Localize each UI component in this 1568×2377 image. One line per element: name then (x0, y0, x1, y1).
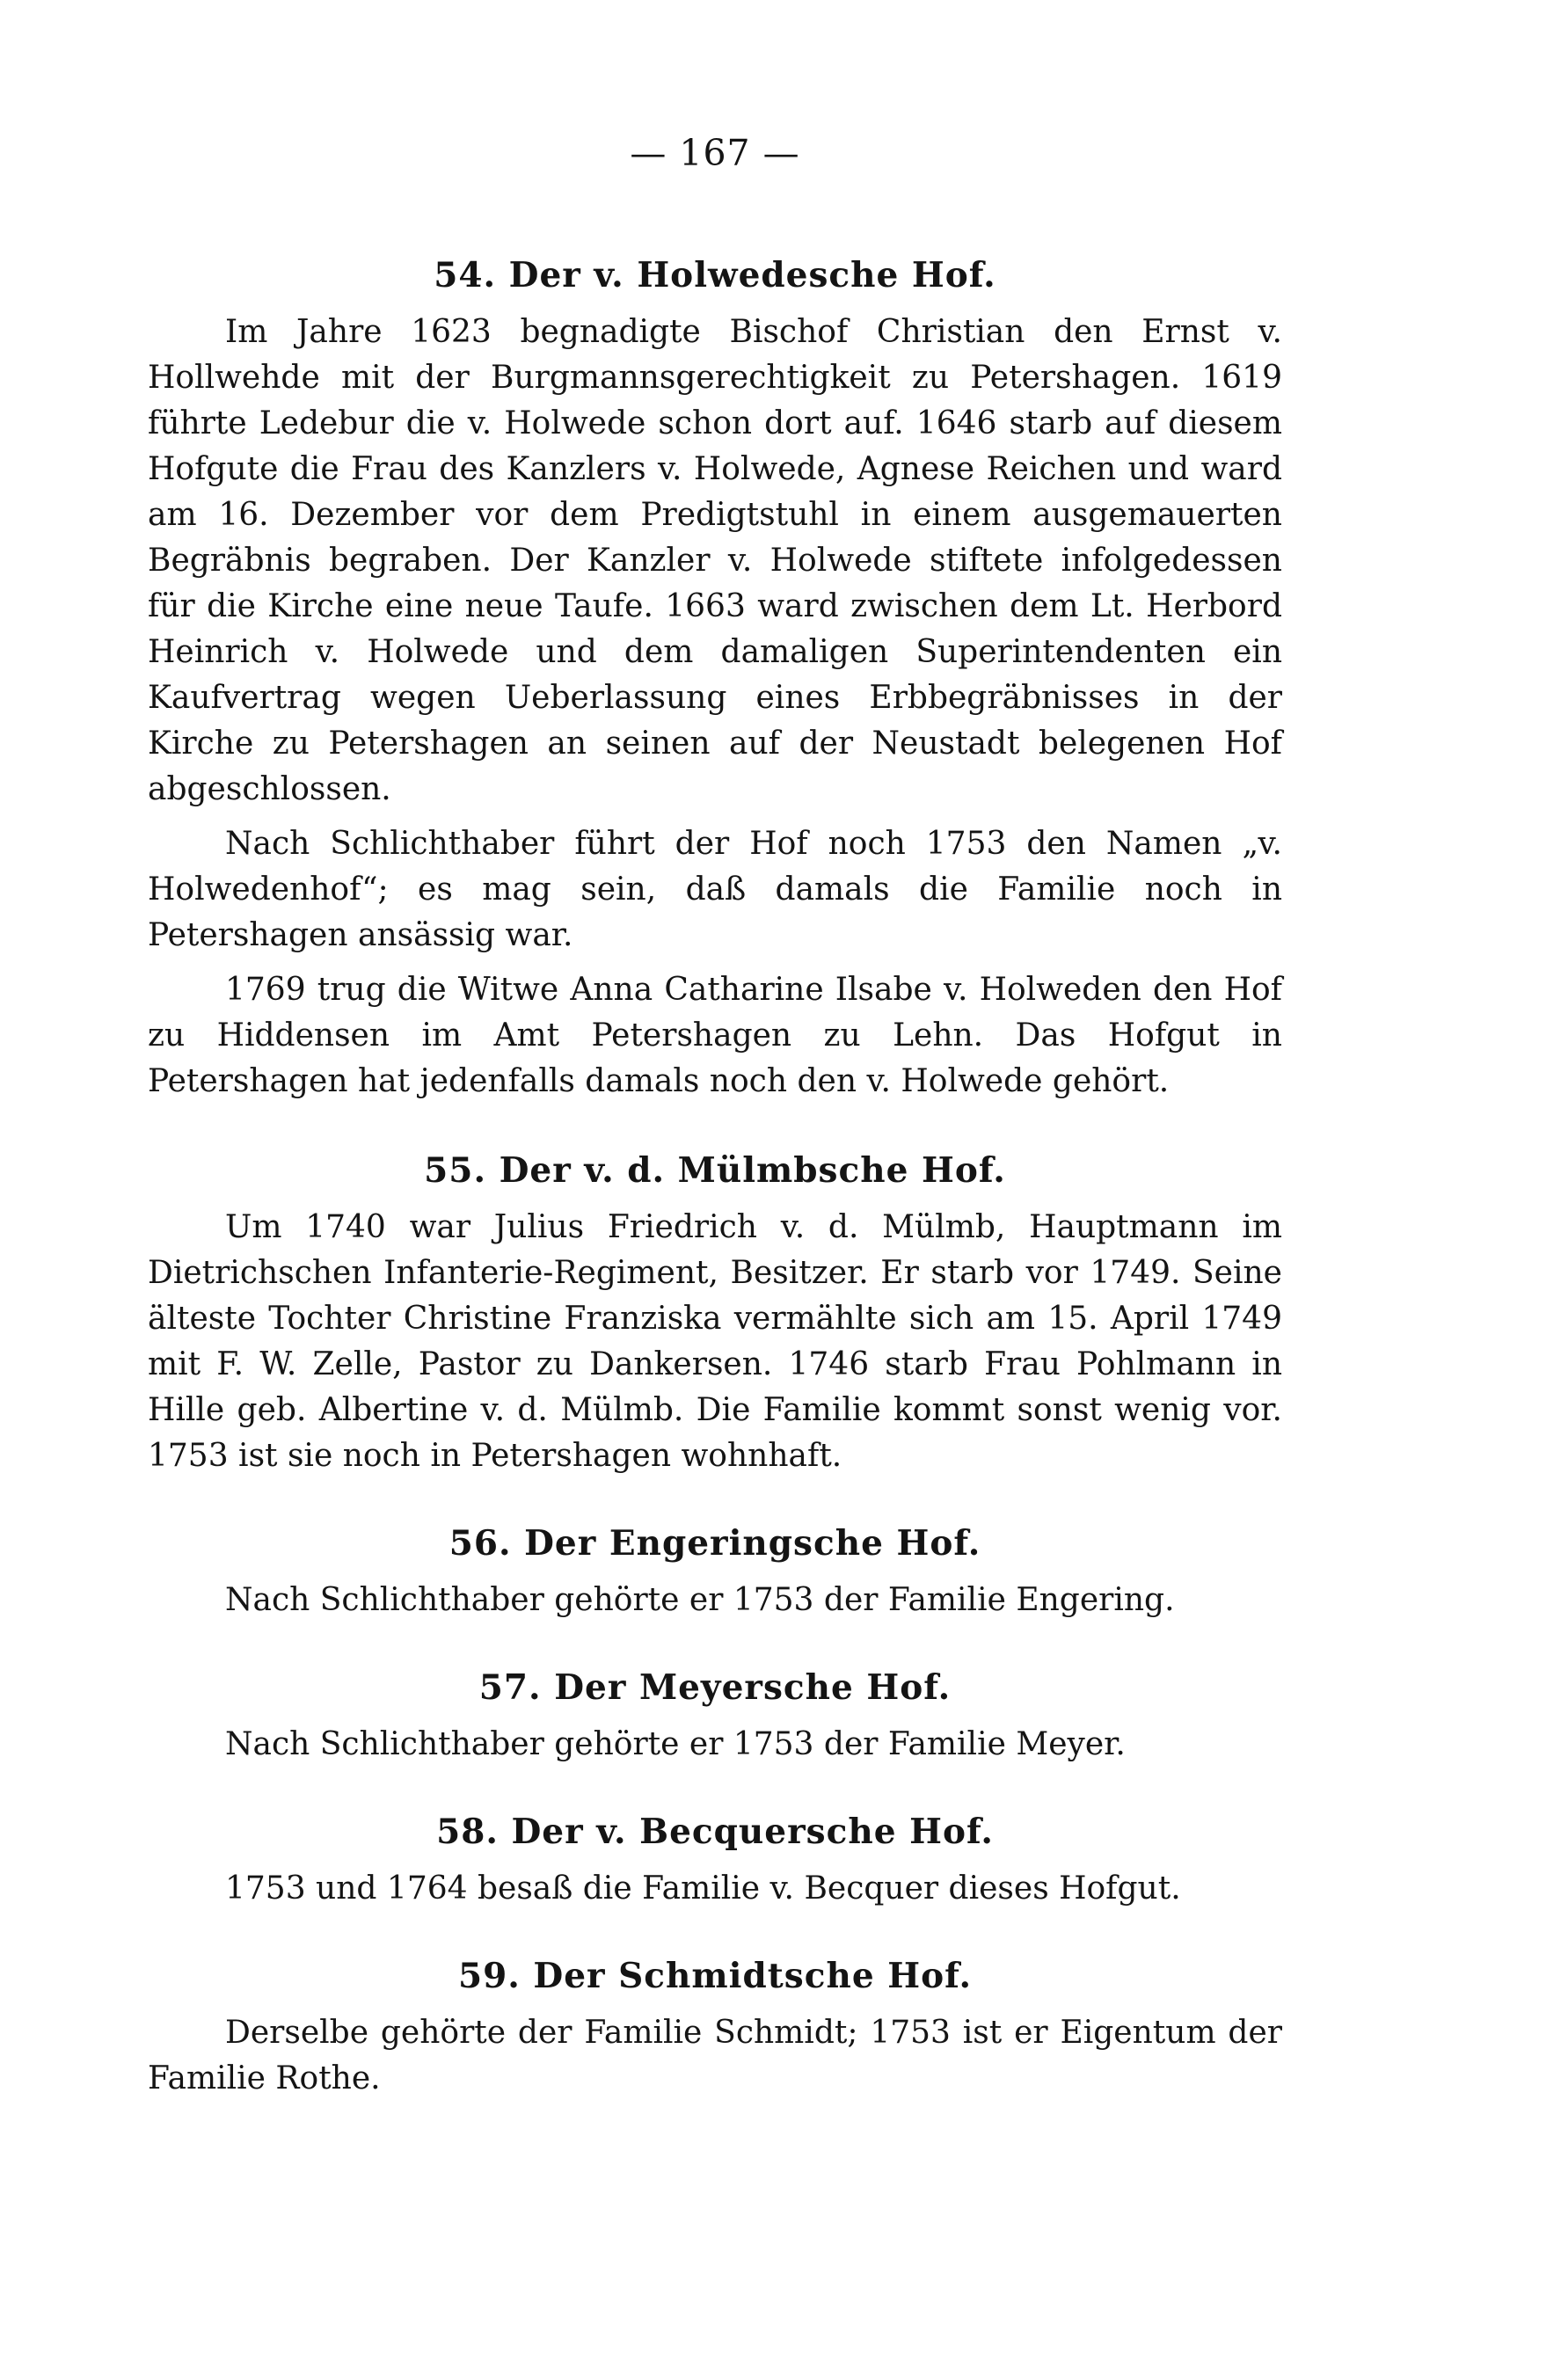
book-page (148, 132, 1282, 2102)
paragraph: Im Jahre 1623 begnadigte Bischof Christian den Ernst v. Hollwehde mit der Burgmannsgerechtigkeit zu Petershagen. 1619 führte Ledebur die v. Holwede schon dort auf. 1646 starb auf diesem Hofgute die Frau des Kanzlers v. Holwede, Agnese Reichen und ward am 16. Dezember vor dem Predigtstuhl in einem ausgemauerten Begräbnis begraben. Der Kanzler v. Holwede stiftete infolgedessen für die Kirche eine neue Taufe. 1663 ward zwischen dem Lt. Herbord Heinrich v. Holwede und dem damaligen Superintendenten ein Kaufvertrag wegen Ueberlassung eines Erbbegräbnisses in der Kirche zu Petershagen an seinen auf der Neustadt belegenen Hof abgeschlossen. (148, 314, 1282, 807)
paragraph: Derselbe gehörte der Familie Schmidt; 1753 ist er Eigentum der Familie Rothe. (148, 2015, 1282, 2096)
section-heading: 56. Der Engeringsche Hof. (449, 1523, 981, 1564)
paragraph: Nach Schlichthaber führt der Hof noch 1753 den Namen „v. Holwedenhof“; es mag sein, daß damals die Familie noch in Petershagen ansässig war. (148, 826, 1282, 953)
paragraph: 1769 trug die Witwe Anna Catharine Ilsabe v. Holweden den Hof zu Hiddensen im Amt Petershagen zu Lehn. Das Hofgut in Petershagen hat jedenfalls damals noch den v. Holwede gehört. (148, 972, 1282, 1099)
section-55 (148, 1150, 1282, 1479)
section-59 (148, 1956, 1282, 2102)
section-heading: 55. Der v. d. Mülmbsche Hof. (424, 1150, 1006, 1191)
paragraph: Um 1740 war Julius Friedrich v. d. Mülmb, Hauptmann im Dietrichschen Infanterie-Regiment, Besitzer. Er starb vor 1749. Seine älteste Tochter Christine Franziska vermählte sich am 15. April 1749 mit F. W. Zelle, Pastor zu Dankersen. 1746 starb Frau Pohlmann in Hille geb. Albertine v. d. Mülmb. Die Familie kommt sonst wenig vor. 1753 ist sie noch in Petershagen wohnhaft. (148, 1209, 1282, 1474)
section-heading: 54. Der v. Holwedesche Hof. (434, 255, 996, 295)
section-58 (148, 1812, 1282, 1912)
section-heading: 57. Der Meyersche Hof. (478, 1667, 952, 1708)
paragraph: 1753 und 1764 besaß die Familie v. Becquer dieses Hofgut. (225, 1870, 1181, 1907)
section-56 (148, 1523, 1282, 1623)
paragraph: Nach Schlichthaber gehörte er 1753 der Familie Engering. (225, 1582, 1175, 1618)
section-heading: 59. Der Schmidtsche Hof. (457, 1956, 973, 1996)
paragraph: Nach Schlichthaber gehörte er 1753 der Familie Meyer. (225, 1726, 1126, 1762)
page-number: — 167 — (630, 132, 800, 174)
section-heading: 58. Der v. Becquersche Hof. (436, 1812, 994, 1852)
section-57 (148, 1667, 1282, 1768)
section-54 (148, 255, 1282, 1105)
